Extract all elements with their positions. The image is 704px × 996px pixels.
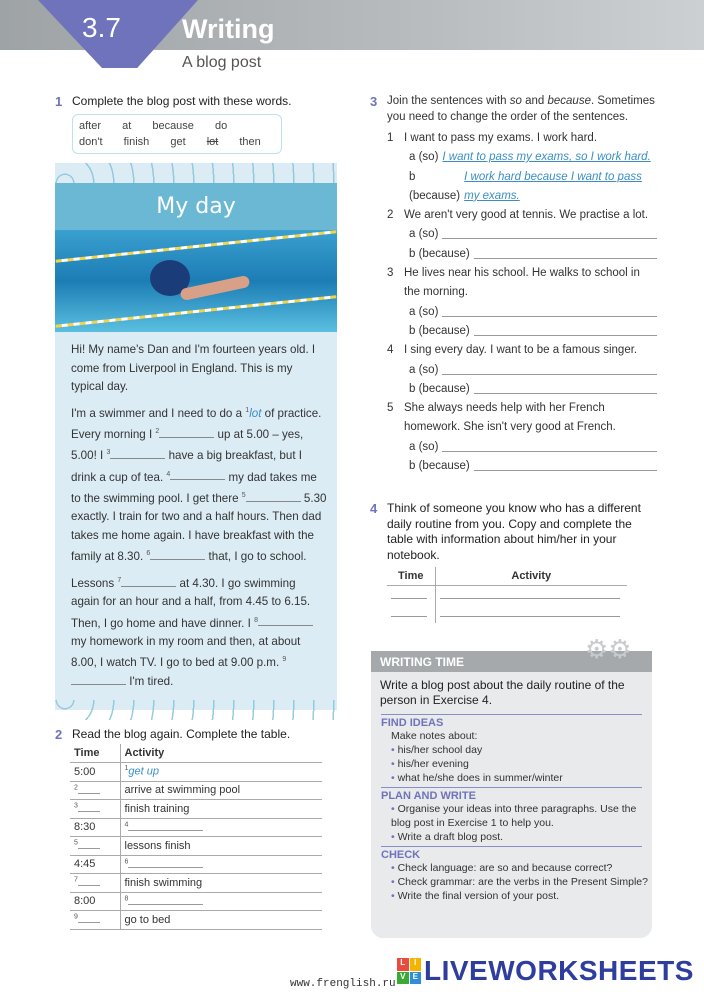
instruction-part: so bbox=[509, 95, 522, 107]
answer-input[interactable] bbox=[442, 225, 657, 239]
time-cell bbox=[70, 763, 120, 782]
time-value: 4:45 bbox=[74, 858, 96, 871]
item-text: I sing every day. I want to be a famous singer. bbox=[404, 344, 638, 357]
bullet-item: • what he/she does in summer/winter bbox=[391, 771, 652, 785]
item-number: 4 bbox=[387, 344, 394, 357]
gears-icon: ⚙⚙ bbox=[585, 634, 632, 664]
bullet-item: • Organise your ideas into three paragraphs. Use the blog post in Exercise 1 to help you. bbox=[391, 802, 652, 830]
gap-number: 1 bbox=[245, 406, 250, 414]
gap-number: 8 bbox=[254, 616, 258, 624]
gap-blank[interactable] bbox=[170, 468, 225, 480]
bullet-item: • Check language: are so and because correct? bbox=[391, 861, 652, 875]
exercise-instruction: Think of someone you know who has a different daily routine from you. Copy and complete the table with information about him/her in your notebook. bbox=[387, 501, 641, 562]
page-subtitle: A blog post bbox=[182, 54, 262, 71]
answer-label: b (because) bbox=[409, 170, 461, 202]
sentence-item bbox=[387, 399, 657, 438]
word-item: after bbox=[79, 120, 102, 132]
exercise-instruction bbox=[387, 95, 655, 123]
item-text: I want to pass my exams. I work hard. bbox=[404, 132, 598, 144]
sentence-item bbox=[387, 129, 657, 148]
item-number: 2 bbox=[387, 209, 394, 222]
answer-input[interactable] bbox=[442, 438, 657, 452]
gap-number: 4 bbox=[166, 470, 171, 478]
writing-time-box bbox=[371, 651, 652, 938]
gap-blank[interactable] bbox=[246, 490, 301, 502]
gap-number: 5 bbox=[241, 491, 246, 499]
gap-number: 3 bbox=[106, 449, 111, 457]
answer-text: lot bbox=[249, 406, 262, 420]
col-activity: Activity bbox=[120, 744, 322, 763]
answer-text: I want to pass my exams, so I work hard. bbox=[442, 151, 651, 164]
gap-blank[interactable] bbox=[78, 802, 100, 812]
word-box bbox=[72, 114, 282, 154]
section-heading: FIND IDEAS bbox=[381, 714, 642, 729]
gap-blank[interactable] bbox=[150, 548, 205, 560]
word-item: then bbox=[239, 136, 261, 148]
word-item: at bbox=[122, 120, 132, 132]
sentence-item bbox=[387, 264, 657, 303]
bullet-list bbox=[371, 743, 652, 785]
section-heading: PLAN AND WRITE bbox=[381, 787, 642, 802]
word-item: because bbox=[152, 120, 194, 132]
answer-line bbox=[387, 322, 657, 341]
table-row bbox=[70, 818, 322, 837]
answer-label: b (because) bbox=[409, 247, 470, 260]
liveworksheets-logo: L I V E bbox=[397, 958, 421, 984]
instruction-part: Join the sentences with bbox=[387, 95, 510, 107]
answer-input[interactable] bbox=[474, 245, 657, 259]
activity-value: finish training bbox=[124, 802, 190, 815]
item-text: She always needs help with her French homework. She isn't very good at French. bbox=[404, 402, 616, 434]
answer-line bbox=[387, 245, 657, 264]
answer-label: b (because) bbox=[409, 324, 470, 337]
answer-line bbox=[387, 361, 657, 380]
gap-number: 2 bbox=[155, 427, 160, 435]
time-cell bbox=[70, 874, 120, 893]
instruction-part: because bbox=[547, 95, 591, 107]
gap-number: 6 bbox=[146, 550, 151, 558]
activity-cell bbox=[120, 818, 322, 837]
sentence-item bbox=[387, 341, 657, 360]
wave-decoration bbox=[55, 700, 337, 720]
gap-blank[interactable] bbox=[128, 858, 203, 868]
word-item: finish bbox=[123, 136, 150, 148]
writing-time-title: WRITING TIME bbox=[371, 651, 652, 672]
activity-value: finish swimming bbox=[124, 876, 203, 889]
activity-table bbox=[70, 744, 322, 930]
gap-number: 4 bbox=[124, 821, 129, 829]
answer-line bbox=[387, 303, 657, 322]
time-cell bbox=[70, 855, 120, 874]
gap-blank[interactable] bbox=[258, 614, 313, 626]
gap-number: 8 bbox=[124, 895, 129, 903]
table-row bbox=[70, 874, 322, 893]
word-item: get bbox=[170, 136, 186, 148]
item-number: 3 bbox=[387, 267, 394, 280]
gap-blank[interactable] bbox=[71, 673, 126, 685]
exercise-4 bbox=[370, 501, 657, 563]
section-lead: Make notes about: bbox=[391, 730, 478, 742]
gap-number: 7 bbox=[74, 876, 78, 884]
gap-blank[interactable] bbox=[128, 821, 203, 831]
source-url: www.frenglish.ru bbox=[290, 978, 396, 990]
answer-input[interactable] bbox=[442, 361, 657, 375]
activity-cell bbox=[120, 837, 322, 856]
table-row bbox=[70, 800, 322, 819]
activity-cell bbox=[120, 892, 322, 911]
time-cell bbox=[70, 892, 120, 911]
gap-blank[interactable] bbox=[159, 426, 214, 438]
answer-line bbox=[387, 380, 657, 399]
section-heading: CHECK bbox=[381, 846, 642, 861]
gap-blank[interactable] bbox=[110, 447, 165, 459]
table-row bbox=[70, 763, 322, 782]
answer-input[interactable] bbox=[474, 322, 657, 336]
table-row bbox=[70, 781, 322, 800]
gap-number: 9 bbox=[282, 656, 287, 664]
answer-line bbox=[387, 168, 657, 207]
bullet-item: • Write a draft blog post. bbox=[391, 830, 652, 844]
page-title: Writing bbox=[182, 14, 275, 44]
activity-value: arrive at swimming pool bbox=[124, 784, 241, 797]
answer-input[interactable] bbox=[442, 303, 657, 317]
routine-table bbox=[387, 567, 627, 623]
activity-cell bbox=[120, 874, 322, 893]
gap-blank[interactable] bbox=[78, 876, 100, 886]
instruction-part: and bbox=[521, 95, 548, 107]
instruction-part: . Sometimes you need to change the order of the sentences. bbox=[387, 95, 655, 123]
answer-label: b (because) bbox=[409, 460, 470, 473]
answer-label: a (so) bbox=[409, 151, 439, 164]
answer-input[interactable] bbox=[474, 380, 657, 394]
exercise-3 bbox=[370, 94, 657, 476]
bullet-item: • his/her school day bbox=[391, 743, 652, 757]
word-item: lot bbox=[206, 136, 219, 148]
time-cell bbox=[70, 781, 120, 800]
item-text: He lives near his school. He walks to school in the morning. bbox=[404, 267, 640, 299]
gap-number: 7 bbox=[117, 576, 122, 584]
answer-line bbox=[387, 457, 657, 476]
answer-line bbox=[387, 225, 657, 244]
answer-input[interactable] bbox=[474, 457, 657, 471]
activity-cell bbox=[120, 763, 322, 782]
activity-cell bbox=[120, 855, 322, 874]
time-value: 5:00 bbox=[74, 765, 96, 778]
bullet-item: • his/her evening bbox=[391, 757, 652, 771]
answer-label: a (so) bbox=[409, 440, 439, 453]
gap-number: 3 bbox=[74, 802, 78, 810]
item-number: 1 bbox=[387, 132, 394, 144]
answer-label: a (so) bbox=[409, 305, 439, 318]
time-cell bbox=[70, 837, 120, 856]
writing-time-intro: Write a blog post about the daily routine of the person in Exercise 4. bbox=[380, 678, 625, 707]
table-row bbox=[70, 855, 322, 874]
gap-number: 6 bbox=[124, 858, 129, 866]
col-activity: Activity bbox=[435, 567, 627, 586]
answer-text: get up bbox=[128, 766, 159, 779]
gap-blank[interactable] bbox=[128, 895, 203, 905]
exercise-number: 4 bbox=[370, 501, 378, 516]
activity-cell bbox=[120, 781, 322, 800]
blog-paragraph: I'm a swimmer and I need to do a $^1$lot of practice. Every morning I $^2$ up at 5.00 – yes, 5.00! I $^3$ have a big breakfast, but I drink a cup of tea. $^4$ my dad takes me to the swimming pool. I get there $^5$ 5.30 exactly. I train for two and a half hours. Then dad takes me home again. I have breakfast with the family at 8.30. $^6$ that, I go to school. bbox=[71, 406, 327, 564]
time-value: 8:00 bbox=[74, 895, 96, 908]
exercise-2 bbox=[55, 727, 291, 742]
time-cell bbox=[70, 911, 120, 930]
exercise-instruction: Complete the blog post with these words. bbox=[72, 94, 292, 108]
exercise-instruction: Read the blog again. Complete the table. bbox=[72, 727, 291, 741]
gap-number: 5 bbox=[74, 839, 78, 847]
item-text: We aren't very good at tennis. We practise a lot. bbox=[404, 209, 649, 222]
gap-number: 2 bbox=[74, 784, 78, 792]
gap-blank[interactable] bbox=[78, 913, 100, 923]
time-value: 8:30 bbox=[74, 821, 96, 834]
time-cell bbox=[70, 818, 120, 837]
bullet-item: • Check grammar: are the verbs in the Present Simple? bbox=[391, 875, 652, 889]
table-row bbox=[70, 892, 322, 911]
gap-number: 9 bbox=[74, 913, 78, 921]
bullet-list bbox=[371, 802, 652, 844]
activity-value: go to bed bbox=[124, 913, 171, 926]
col-time: Time bbox=[70, 744, 120, 763]
gap-number: 1 bbox=[124, 765, 129, 773]
gap-blank[interactable] bbox=[78, 839, 100, 849]
answer-label: a (so) bbox=[409, 363, 439, 376]
activity-value: lessons finish bbox=[124, 839, 191, 852]
sentence-item bbox=[387, 206, 657, 225]
unit-number: 3.7 bbox=[82, 12, 121, 43]
wave-decoration bbox=[55, 163, 337, 183]
answer-line bbox=[387, 438, 657, 457]
answer-text: I work hard because I want to pass my exams. bbox=[464, 170, 642, 202]
word-item: do bbox=[214, 120, 228, 132]
item-number: 5 bbox=[387, 402, 394, 415]
blog-post bbox=[55, 163, 337, 710]
table-row bbox=[70, 911, 322, 930]
gap-blank[interactable] bbox=[78, 784, 100, 794]
blog-title: My day bbox=[55, 183, 337, 230]
time-cell bbox=[70, 800, 120, 819]
activity-cell bbox=[120, 911, 322, 930]
col-time: Time bbox=[387, 567, 435, 586]
answer-label: b (because) bbox=[409, 382, 470, 395]
gap-blank[interactable] bbox=[121, 575, 176, 587]
blog-text bbox=[55, 332, 337, 700]
blog-paragraph: Hi! My name's Dan and I'm fourteen years old. I come from Liverpool in England. This is my typical day. bbox=[71, 343, 316, 393]
exercise-number: 1 bbox=[55, 94, 63, 109]
word-item: don't bbox=[79, 136, 103, 148]
bullet-item: • Write the final version of your post. bbox=[391, 889, 652, 903]
swimmer-photo bbox=[55, 230, 337, 332]
exercise-number: 3 bbox=[370, 94, 378, 109]
answer-line bbox=[387, 148, 657, 167]
exercise-number: 2 bbox=[55, 727, 63, 742]
bullet-list bbox=[371, 861, 652, 903]
exercise-1 bbox=[55, 94, 292, 109]
brand-name: LIVEWORKSHEETS bbox=[424, 955, 694, 986]
answer-label: a (so) bbox=[409, 228, 439, 241]
blog-paragraph: Lessons $^7$ at 4.30. I go swimming again for an hour and a half, from 4.45 to 6.15. Then, I go home and have dinner. I $^8$ my homework in my room and then, at about 8.00, I watch TV. I go to bed at 9.00 p.m. $^9$ I'm tired. bbox=[71, 572, 327, 692]
activity-cell bbox=[120, 800, 322, 819]
table-row bbox=[70, 837, 322, 856]
